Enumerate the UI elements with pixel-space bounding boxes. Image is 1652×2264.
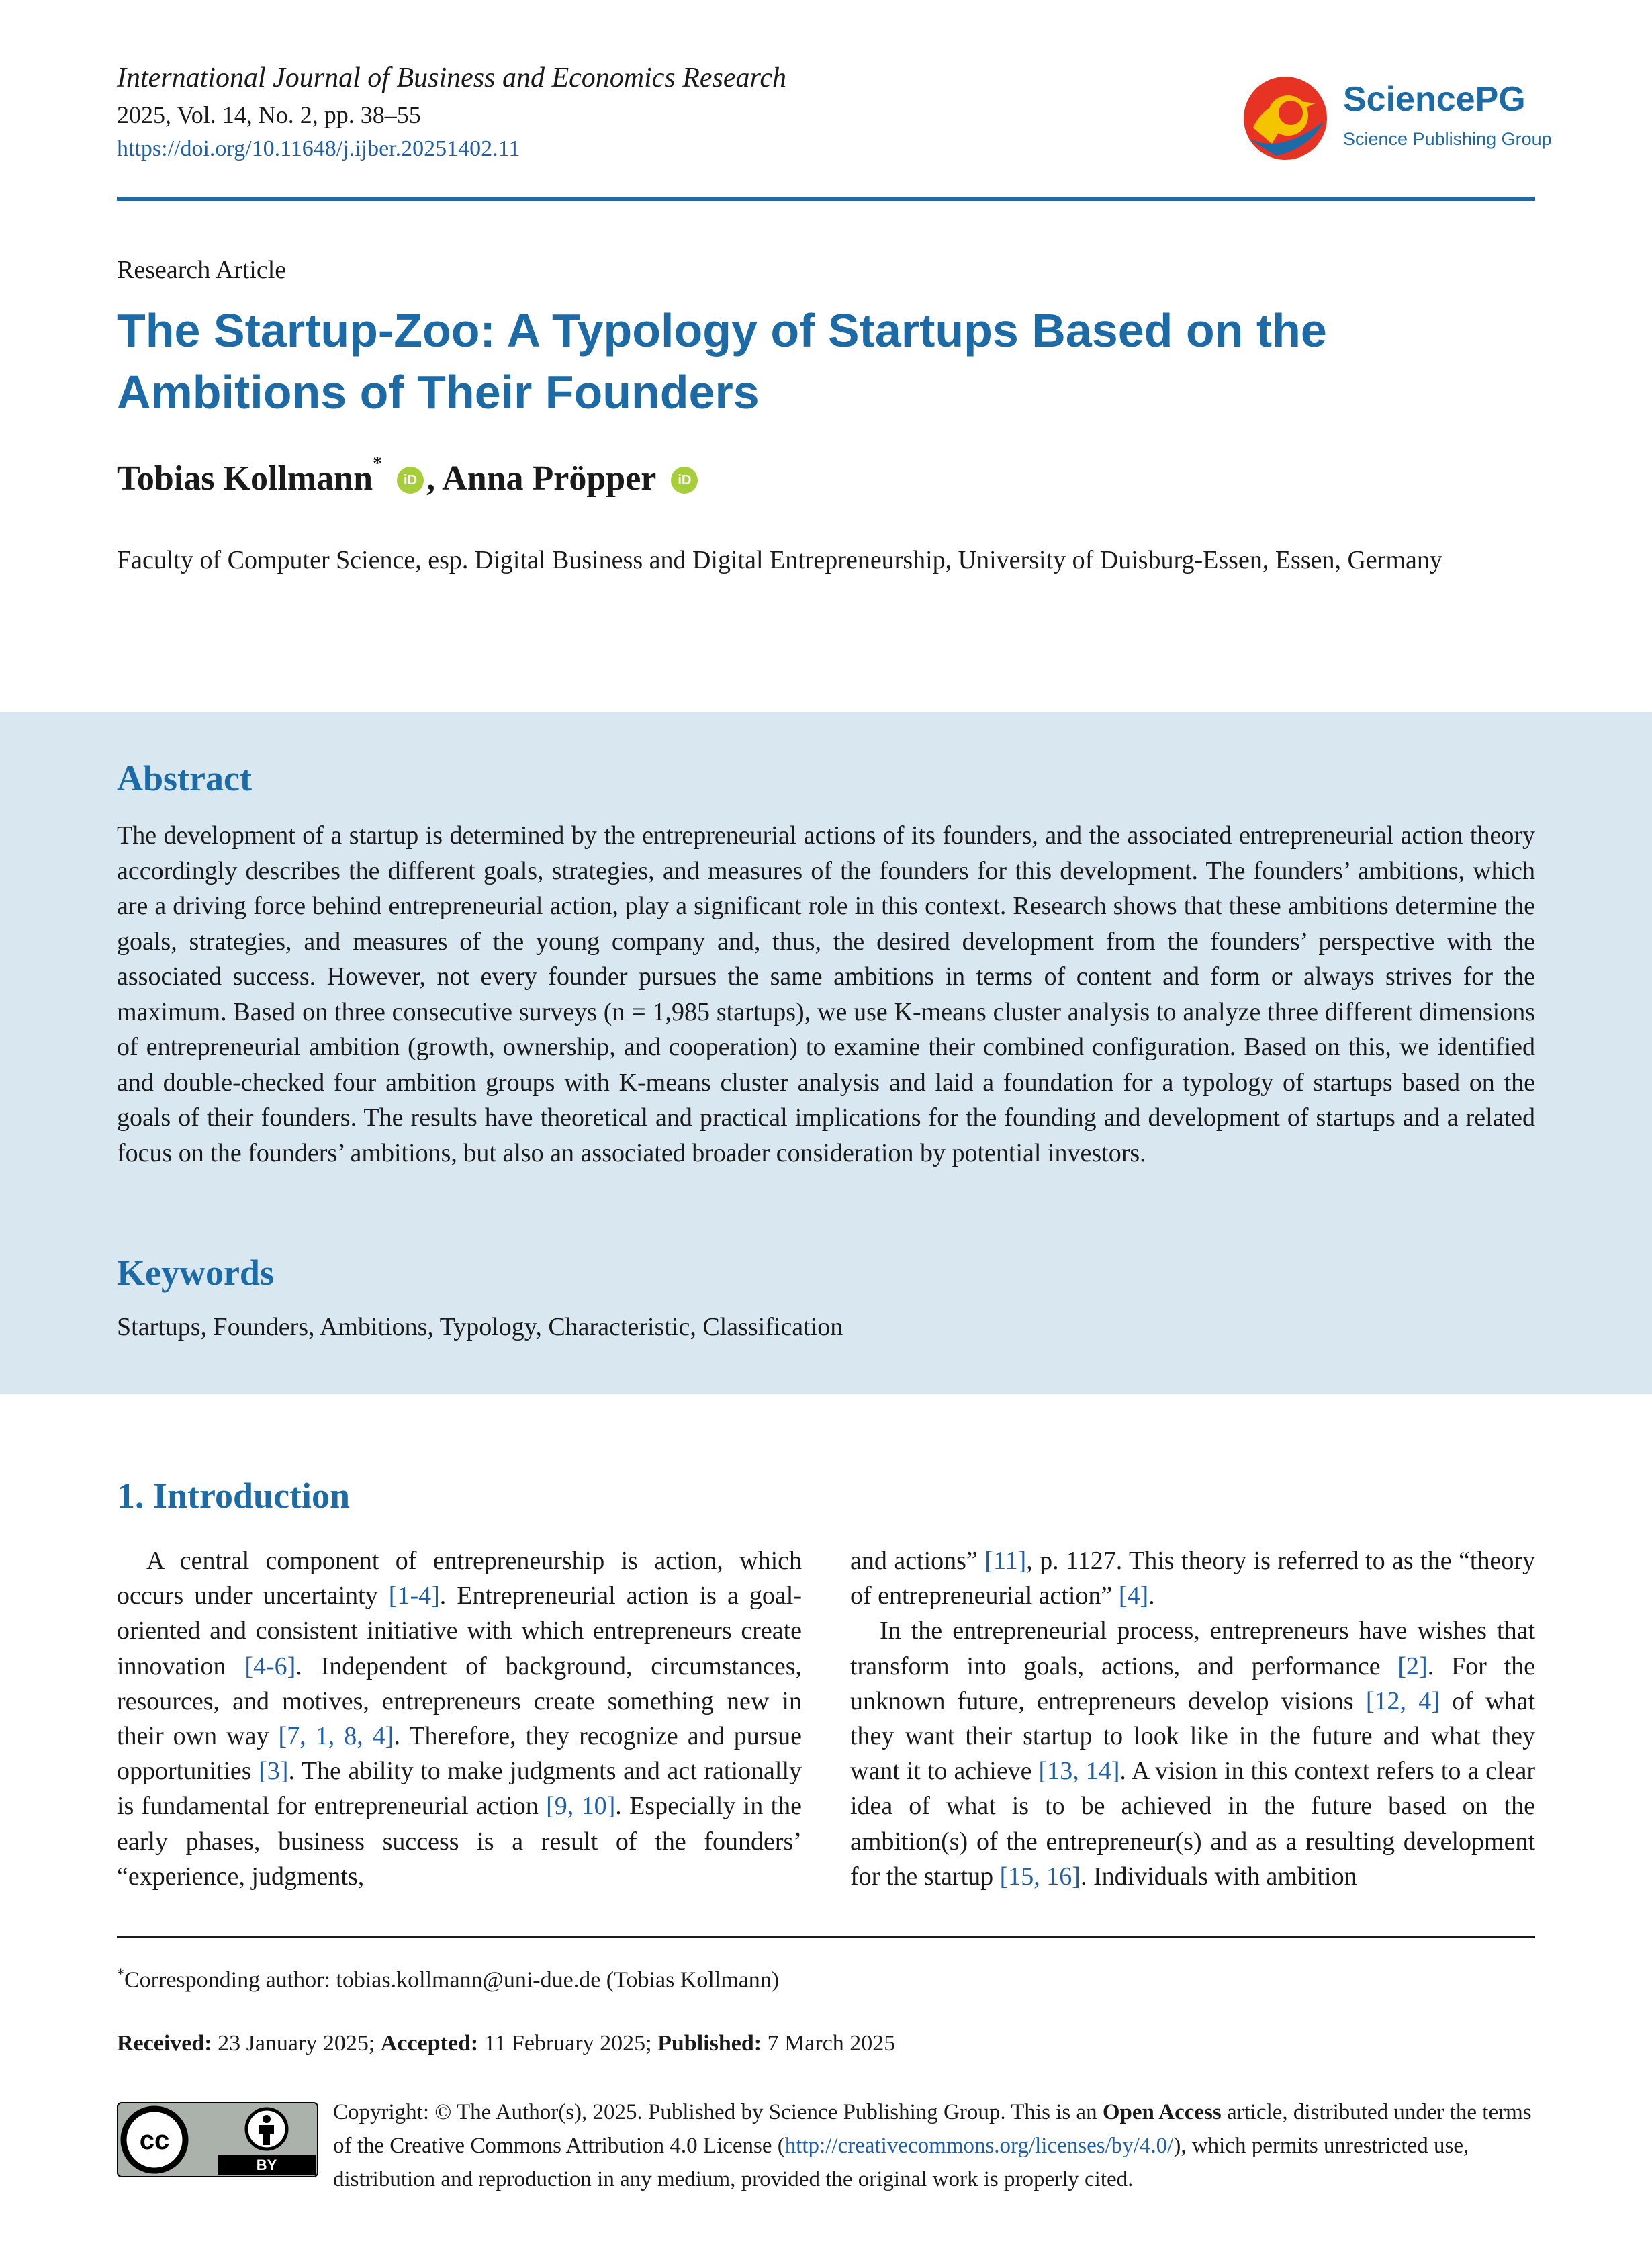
cc-symbol: cc bbox=[139, 2126, 170, 2155]
received-date: 23 January 2025; bbox=[212, 2031, 381, 2056]
citation-link[interactable]: [1-4] bbox=[388, 1582, 440, 1611]
affiliation: Faculty of Computer Science, esp. Digital Business and Digital Entrepreneurship, University of Duisburg-Essen, Essen, Germany bbox=[117, 546, 1442, 574]
text-run: . bbox=[1148, 1582, 1155, 1611]
citation-link[interactable]: [11] bbox=[984, 1547, 1027, 1575]
body-column-right bbox=[850, 1543, 1535, 1894]
text-run: article, distributed under the terms of the Creative Commons Attribution 4.0 License ( bbox=[333, 2100, 1532, 2158]
published-date: 7 March 2025 bbox=[762, 2031, 896, 2056]
citation-link[interactable]: [12, 4] bbox=[1365, 1686, 1440, 1715]
abstract-heading: Abstract bbox=[117, 758, 252, 799]
citation-link[interactable]: [13, 14] bbox=[1038, 1757, 1120, 1786]
sciencepg-logo-icon bbox=[1241, 74, 1335, 161]
copyright-notice bbox=[333, 2095, 1535, 2196]
citation-link[interactable]: [2] bbox=[1397, 1651, 1428, 1680]
publisher-full-name: Science Publishing Group bbox=[1343, 129, 1552, 149]
paragraph bbox=[850, 1613, 1535, 1894]
citation-link[interactable]: [15, 16] bbox=[999, 1862, 1081, 1891]
received-label: Received: bbox=[117, 2031, 212, 2056]
text-run: . Therefore, they recognize and pursue opportunities bbox=[117, 1722, 802, 1786]
citation-link[interactable]: [4-6] bbox=[244, 1651, 296, 1680]
text-run: . The ability to make judgments and act rationally is fundamental for entrepreneurial action bbox=[117, 1757, 802, 1821]
corresponding-email[interactable]: tobias.kollmann@uni-due.de (Tobias Kollmann) bbox=[336, 1967, 780, 1993]
doi-link[interactable]: https://doi.org/10.11648/j.ijber.20251402.11 bbox=[117, 136, 520, 161]
orcid-icon[interactable]: iD bbox=[671, 467, 698, 494]
header-divider bbox=[117, 197, 1535, 201]
keywords-text: Startups, Founders, Ambitions, Typology, Characteristic, Classification bbox=[117, 1313, 843, 1341]
issue-info: 2025, Vol. 14, No. 2, pp. 38–55 bbox=[117, 101, 421, 128]
publisher-name: SciencePG bbox=[1343, 80, 1526, 119]
cc-by-icon bbox=[117, 2102, 318, 2177]
text-run: . A vision in this context refers to a clear idea of what is to be achieved in the future based on the ambition(s) of the entrepreneur(s) and as a resulting development for the startup bbox=[850, 1757, 1535, 1891]
text-run: . Independent of background, circumstances, resources, and motives, entrepreneurs create something new in their own way bbox=[117, 1651, 802, 1751]
text-run: Copyright: © The Author(s), 2025. Published by Science Publishing Group. This is an bbox=[333, 2100, 1103, 2124]
publication-dates bbox=[117, 2031, 895, 2056]
text-run: . Individuals with ambition bbox=[1080, 1862, 1357, 1891]
open-access-label: Open Access bbox=[1102, 2100, 1222, 2124]
paragraph bbox=[117, 1543, 802, 1894]
text-run: A central component of entrepreneurship is action, which occurs under uncertainty bbox=[117, 1547, 802, 1611]
text-run: . Especially in the early phases, business success is a result of the founders’ “experience, judgments, bbox=[117, 1792, 802, 1891]
paragraph bbox=[850, 1543, 1535, 1613]
text-run: ), which permits unrestricted use, distribution and reproduction in any medium, provided the original work is properly cited. bbox=[333, 2134, 1469, 2191]
author-name: , Anna Pröpper bbox=[426, 459, 657, 498]
citation-link[interactable]: [3] bbox=[259, 1757, 289, 1786]
by-label: BY bbox=[256, 2157, 277, 2173]
text-run: of what they want their startup to look like in the future and what they want it to achieve bbox=[850, 1686, 1535, 1786]
text-run: and actions” bbox=[850, 1547, 985, 1575]
corresponding-author-note bbox=[117, 1965, 779, 1993]
citation-link[interactable]: [9, 10] bbox=[546, 1792, 616, 1821]
corresponding-mark: * bbox=[117, 1965, 124, 1982]
text-run: Corresponding author: bbox=[124, 1967, 336, 1993]
accepted-date: 11 February 2025; bbox=[478, 2031, 658, 2056]
text-run: . Entrepreneurial action is a goal-oriented and consistent initiative with which entrepreneurs create innovation bbox=[117, 1582, 802, 1680]
text-run: In the entrepreneurial process, entrepreneurs have wishes that transform into goals, actions, and performance bbox=[850, 1617, 1535, 1680]
citation-link[interactable]: [4] bbox=[1118, 1582, 1149, 1611]
published-label: Published: bbox=[657, 2031, 762, 2056]
article-type: Research Article bbox=[117, 256, 287, 284]
author-list bbox=[117, 453, 700, 498]
citation-link[interactable]: [7, 1, 8, 4] bbox=[278, 1722, 394, 1751]
keywords-heading: Keywords bbox=[117, 1253, 274, 1293]
introduction-heading: 1. Introduction bbox=[117, 1476, 351, 1516]
accepted-label: Accepted: bbox=[380, 2031, 479, 2056]
license-link[interactable]: http://creativecommons.org/licenses/by/4.0/ bbox=[784, 2134, 1174, 2158]
abstract-text: The development of a startup is determined by the entrepreneurial actions of its founders, and the associated entrepreneurial action theory accordingly describes the different goals, strategies, and measures of the founders for this development. The founders’ ambitions, which are a driving force behind entrepreneurial action, play a significant role in this context. Research shows that these ambitions determine the goals, strategies, and measures of the young company and, thus, the desired development from the founders’ perspective with the associated success. However, not every founder pursues the same ambitions in terms of content and form or always strives for the maximum. Based on three consecutive surveys (n = 1,985 startups), we use K-means cluster analysis to analyze three different dimensions of entrepreneurial ambition (growth, ownership, and cooperation) to examine their combined configuration. Based on this, we identified and double-checked four ambition groups with K-means cluster analysis and laid a foundation for a typology of startups based on the goals of their founders. The results have theoretical and practical implications for the founding and development of startups and a related focus on the founders’ ambitions, but also an associated broader consideration by potential investors. bbox=[117, 821, 1535, 1167]
article-title: The Startup-Zoo: A Typology of Startups Based on the Ambitions of Their Founders bbox=[117, 304, 1327, 418]
author-name: Tobias Kollmann bbox=[117, 459, 373, 498]
body-column-left bbox=[117, 1543, 802, 1894]
footnote-divider bbox=[117, 1936, 1535, 1938]
text-run: . For the unknown future, entrepreneurs develop visions bbox=[850, 1651, 1536, 1715]
sciencepg-logo[interactable] bbox=[1241, 74, 1552, 161]
orcid-icon[interactable]: iD bbox=[397, 467, 424, 494]
cc-by-license-badge[interactable] bbox=[117, 2102, 318, 2177]
corresponding-mark: * bbox=[373, 453, 383, 474]
journal-name: International Journal of Business and Economics Research bbox=[117, 62, 786, 93]
text-run: , p. 1127. This theory is referred to as the “theory of entrepreneurial action” bbox=[850, 1547, 1535, 1611]
